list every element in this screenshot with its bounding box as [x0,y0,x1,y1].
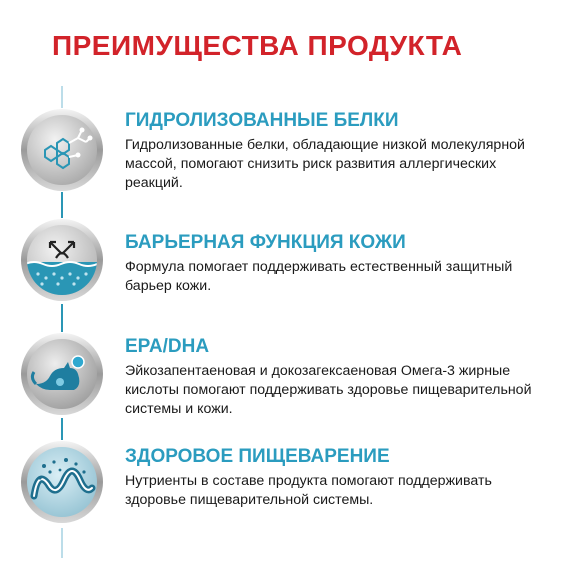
page-title: ПРЕИМУЩЕСТВА ПРОДУКТА [52,30,463,61]
benefit-text: Формула помогает поддерживать естественный защитный барьер кожи. [125,259,513,294]
digestion-icon [20,440,104,524]
skin-barrier-icon [20,218,104,302]
timeline-line [61,86,63,108]
benefit-item [125,110,555,193]
benefit-title: БАРЬЕРНАЯ ФУНКЦИЯ КОЖИ [125,232,406,253]
benefit-text: Гидролизованные белки, обладающие низкой молекулярной массой, помогают снизить риск развития аллергических реакций. [125,137,525,191]
benefit-title: ЗДОРОВОЕ ПИЩЕВАРЕНИЕ [125,446,390,467]
cat-omega-icon [20,332,104,416]
benefit-item [125,336,555,419]
benefit-title: ГИДРОЛИЗОВАННЫЕ БЕЛКИ [125,110,399,131]
benefit-item [125,446,555,510]
benefit-item [125,232,555,296]
timeline-line [61,304,63,332]
timeline-line [61,192,63,218]
benefit-text: Эйкозапентаеновая и докозагексаеновая Омега-3 жирные кислоты помогают поддерживать здоровье пищеварительной системы и кожи. [125,363,532,417]
timeline-line [61,418,63,440]
benefit-text: Нутриенты в составе продукта помогают поддерживать здоровье пищеварительной системы. [125,473,492,508]
timeline-line [61,528,63,558]
molecule-icon [20,108,104,192]
benefit-title: EPA/DHA [125,336,210,357]
